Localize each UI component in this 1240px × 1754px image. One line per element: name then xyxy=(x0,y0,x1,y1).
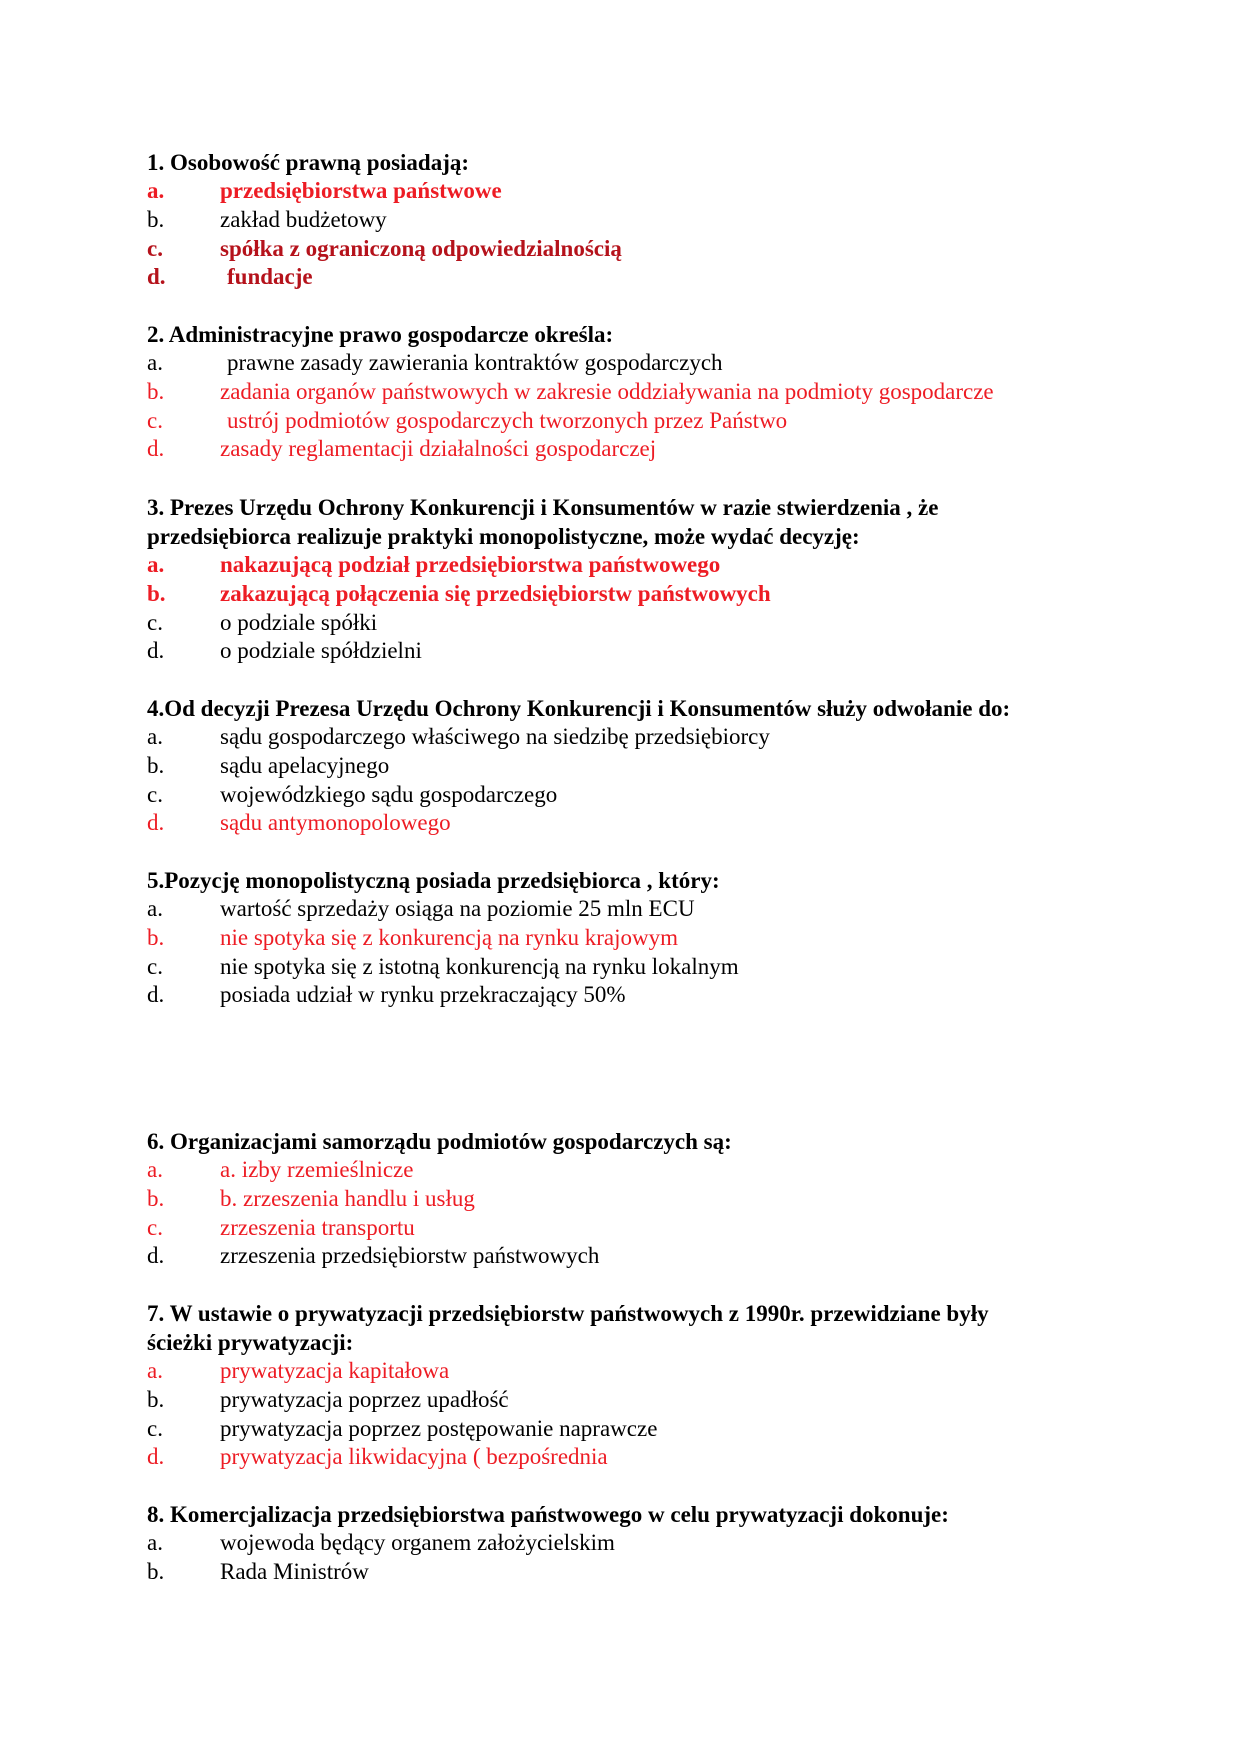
question-3 xyxy=(147,493,1107,666)
option-b: b. b. zrzeszenia handlu i usług xyxy=(147,1185,475,1211)
option-b: b. Rada Ministrów xyxy=(147,1558,369,1584)
option-d: d. fundacje xyxy=(147,264,313,290)
question-7 xyxy=(147,1299,1107,1472)
question-title: 3. Prezes Urzędu Ochrony Konkurencji i Konsumentów w razie stwierdzenia , że przedsiębiorca realizuje praktyki monopolistyczne, może wydać decyzję: xyxy=(147,495,939,549)
question-5 xyxy=(147,866,1107,1010)
question-4 xyxy=(147,694,1107,838)
question-title: 1. Osobowość prawną posiadają: xyxy=(147,150,470,175)
question-title: 6. Organizacjami samorządu podmiotów gospodarczych są: xyxy=(147,1129,732,1154)
option-b: b. sądu apelacyjnego xyxy=(147,752,390,778)
question-title: 5.Pozycję monopolistyczną posiada przedsiębiorca , który: xyxy=(147,868,720,893)
option-d: d. o podziale spółdzielni xyxy=(147,638,422,664)
option-d: d. prywatyzacja likwidacyjna ( bezpośrednia xyxy=(147,1444,608,1470)
option-b: b. zakład budżetowy xyxy=(147,206,387,232)
option-d: d. zrzeszenia przedsiębiorstw państwowych xyxy=(147,1243,600,1269)
option-a: a. prywatyzacja kapitałowa xyxy=(147,1358,450,1383)
question-title: 4.Od decyzji Prezesa Urzędu Ochrony Konkurencji i Konsumentów służy odwołanie do: xyxy=(147,696,1011,721)
option-a: a. sądu gospodarczego właściwego na siedzibę przedsiębiorcy xyxy=(147,724,770,749)
option-a: a. przedsiębiorstwa państwowe xyxy=(147,178,502,203)
option-a: a. nakazującą podział przedsiębiorstwa państwowego xyxy=(147,552,721,577)
option-b: b. zakazującą połączenia się przedsiębiorstw państwowych xyxy=(147,580,771,606)
option-a: a. prawne zasady zawierania kontraktów gospodarczych xyxy=(147,350,723,375)
option-a: a. wartość sprzedaży osiąga na poziomie 25 mln ECU xyxy=(147,896,695,921)
question-title: 7. W ustawie o prywatyzacji przedsiębiorstw państwowych z 1990r. przewidziane były ścieżki prywatyzacji: xyxy=(147,1301,989,1355)
question-2 xyxy=(147,320,1107,464)
option-c: c. wojewódzkiego sądu gospodarczego xyxy=(147,781,558,807)
option-c: c. spółka z ograniczoną odpowiedzialnością xyxy=(147,235,622,261)
option-c: c. o podziale spółki xyxy=(147,609,378,635)
option-b: b. prywatyzacja poprzez upadłość xyxy=(147,1386,509,1412)
question-8 xyxy=(147,1500,1107,1587)
option-d: d. sądu antymonopolowego xyxy=(147,810,451,836)
option-c: c. ustrój podmiotów gospodarczych tworzonych przez Państwo xyxy=(147,407,788,433)
option-c: c. nie spotyka się z istotną konkurencją na rynku lokalnym xyxy=(147,953,739,979)
question-1 xyxy=(147,148,1107,292)
option-a: a. wojewoda będący organem założycielskim xyxy=(147,1530,615,1555)
option-b: b. zadania organów państwowych w zakresie oddziaływania na podmioty gospodarcze xyxy=(147,378,994,404)
option-c: c. zrzeszenia transportu xyxy=(147,1214,415,1240)
question-title: 2. Administracyjne prawo gospodarcze określa: xyxy=(147,322,614,347)
question-title: 8. Komercjalizacja przedsiębiorstwa państwowego w celu prywatyzacji dokonuje: xyxy=(147,1502,949,1527)
option-d: d. zasady reglamentacji działalności gospodarczej xyxy=(147,436,657,462)
question-6 xyxy=(147,1127,1107,1271)
option-c: c. prywatyzacja poprzez postępowanie naprawcze xyxy=(147,1415,658,1441)
option-a: a. a. izby rzemieślnicze xyxy=(147,1157,414,1182)
option-d: d. posiada udział w rynku przekraczający 50% xyxy=(147,982,626,1008)
option-b: b. nie spotyka się z konkurencją na rynku krajowym xyxy=(147,924,678,950)
